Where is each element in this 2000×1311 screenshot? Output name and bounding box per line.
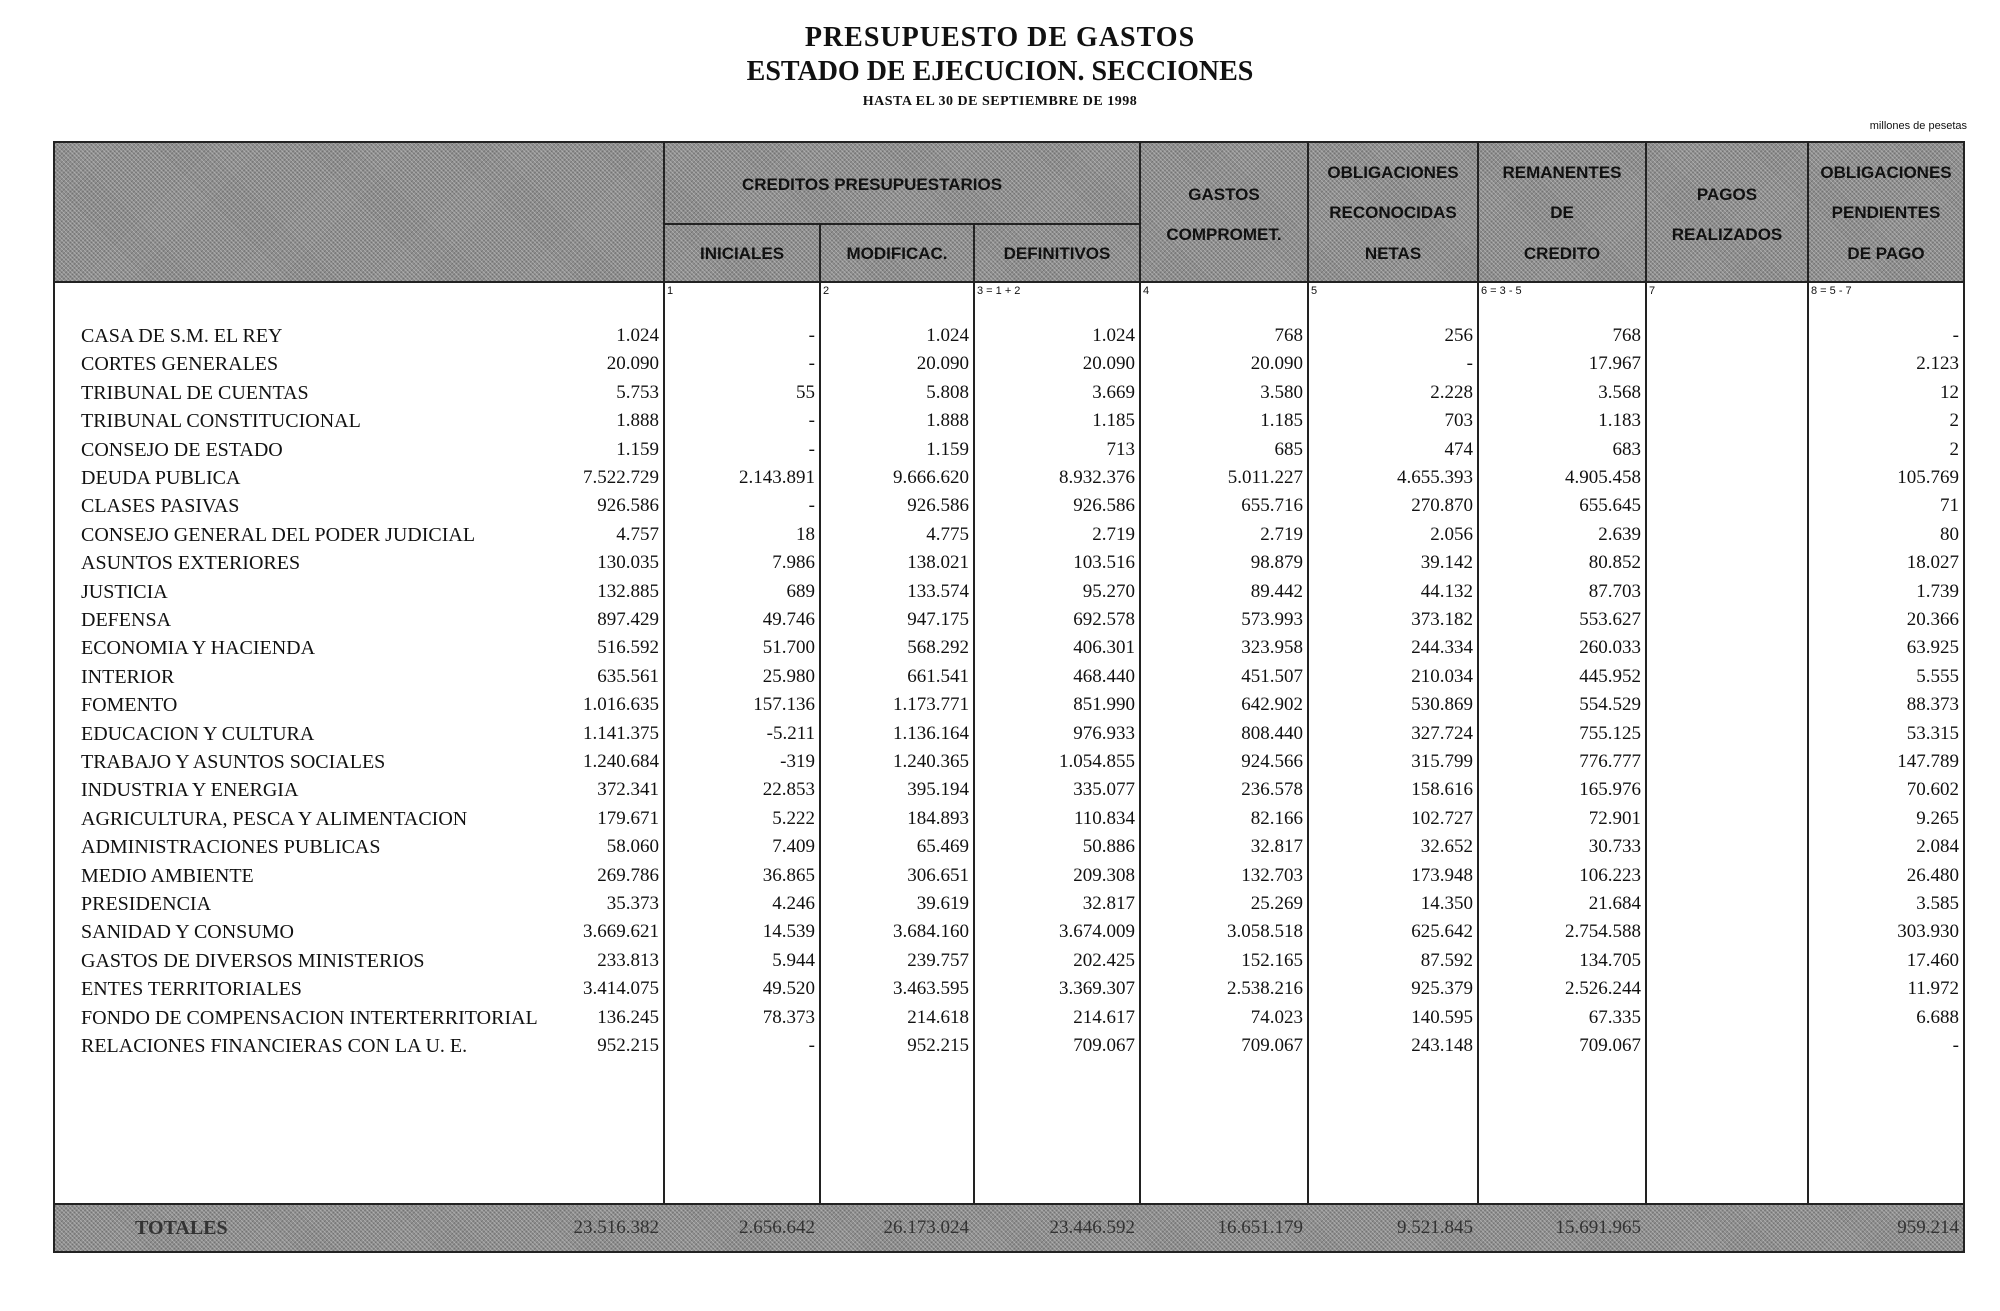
total-cell: 23.516.382 [573,1217,659,1238]
table-cell: 451.507 [1241,665,1303,687]
table-cell: 3.369.307 [1059,978,1135,1000]
header-oblig-3: NETAS [1364,244,1422,263]
table-cell: 63.925 [1906,637,1959,659]
col-number: 8 = 5 - 7 [1811,285,1852,297]
table-cell: 210.034 [1411,665,1473,687]
table-cell: 80.852 [1588,552,1641,574]
table-cell: 21.684 [1588,893,1641,914]
table-cell: 44.132 [1420,580,1473,602]
header-iniciales: INICIALES [699,244,785,263]
table-cell: 926.586 [907,495,969,517]
table-cell: 642.902 [1241,694,1303,716]
table-cell: 260.033 [1579,637,1641,659]
table-cell: 1.173.771 [893,694,969,716]
table-cell: 20.090 [916,353,969,375]
table-cell: 9.666.620 [893,467,969,488]
table-cell: 9.265 [1916,807,1959,829]
table-cell: 554.529 [1579,694,1641,716]
table-cell: 924.566 [1241,751,1303,772]
table-cell: 20.366 [1906,609,1959,630]
table-cell: 269.786 [597,864,659,886]
table-row-label: CONSEJO GENERAL DEL PODER JUDICIAL [81,523,476,546]
table-row-label: GASTOS DE DIVERSOS MINISTERIOS [81,949,425,972]
table-cell: 110.834 [1073,807,1135,829]
table-cell: 80 [1940,523,1959,545]
header-pend-3: DE PAGO [1847,244,1925,263]
table-cell: 445.952 [1579,665,1641,687]
units-label: millones de pesetas [1869,120,1967,132]
table-cell: 1.024 [926,325,969,346]
table-cell: 776.777 [1579,751,1641,772]
table-cell: 947.175 [907,609,969,630]
table-row-label: TRIBUNAL DE CUENTAS [81,381,309,404]
table-cell: - [808,438,815,460]
table-cell: 516.592 [597,637,659,659]
table-cell: 926.586 [1073,495,1135,517]
table-row-label: EDUCACION Y CULTURA [81,722,315,745]
table-cell: 1.136.164 [893,722,969,744]
table-cell: 926.586 [597,495,659,517]
table-cell: 134.705 [1579,949,1641,971]
table-cell: 689 [786,580,815,602]
table-cell: 709.067 [1579,1035,1641,1056]
table-cell: 3.058.518 [1227,921,1303,943]
total-cell: 15.691.965 [1555,1217,1641,1238]
table-cell: 32.652 [1420,836,1473,858]
table-cell: 768 [1274,325,1303,346]
header-pend-1: OBLIGACIONES [1820,163,1952,182]
table-cell: 18.027 [1906,552,1959,574]
table-cell: 14.539 [762,921,815,943]
table-cell: 17.460 [1906,949,1959,971]
table-cell: 26.480 [1906,864,1959,886]
table-row-label: ECONOMIA Y HACIENDA [81,637,316,660]
total-cell: 26.173.024 [883,1217,969,1238]
table-row-label: ASUNTOS EXTERIORES [81,552,301,575]
table-cell: 89.442 [1250,580,1303,602]
table-row-label: FOMENTO [81,694,178,717]
header-oblig-1: OBLIGACIONES [1327,163,1459,182]
table-cell: 661.541 [907,665,969,687]
total-cell: 16.651.179 [1217,1217,1303,1238]
budget-table [53,141,1965,1253]
table-cell: 553.627 [1579,609,1641,630]
table-cell: 1.240.365 [893,751,969,772]
table-cell: 132.703 [1241,864,1303,886]
table-row-label: PRESIDENCIA [81,893,212,915]
table-cell: 256 [1444,325,1473,346]
table-cell: 65.469 [916,836,969,858]
table-cell: 2 [1949,438,1959,460]
header-definitivos: DEFINITIVOS [1003,244,1111,263]
table-cell: 39.619 [916,893,969,914]
table-cell: 2.754.588 [1565,921,1641,943]
header-reman-2: DE [1550,203,1574,222]
table-cell: 8.932.376 [1059,467,1135,488]
table-row-label: MEDIO AMBIENTE [81,864,254,887]
table-cell: 5.222 [772,807,815,829]
table-cell: 78.373 [762,1006,815,1028]
table-cell: 976.933 [1073,722,1135,744]
table-row-label: INTERIOR [81,665,175,688]
table-cell: 1.185 [1092,410,1135,432]
table-cell: 1.888 [926,410,969,432]
table-cell: 18 [796,523,815,545]
table-row-label: AGRICULTURA, PESCA Y ALIMENTACION [81,807,468,830]
table-cell: 95.270 [1082,580,1135,602]
table-cell: - [808,1035,815,1056]
table-cell: 683 [1612,438,1641,460]
table-cell: 2.084 [1916,836,1959,858]
table-cell: 3.568 [1598,381,1641,403]
col-number: 4 [1143,285,1150,297]
table-cell: 474 [1444,438,1473,460]
table-cell: 1.888 [616,410,659,432]
table-cell: 32.817 [1082,893,1135,914]
table-cell: 897.429 [597,609,659,630]
header-pend-2: PENDIENTES [1831,203,1941,222]
table-cell: 1.159 [926,438,969,460]
table-cell: 2.228 [1430,381,1473,403]
header-oblig-2: RECONOCIDAS [1329,203,1457,222]
table-cell: 692.578 [1073,609,1135,630]
table-cell: 14.350 [1420,893,1473,914]
table-row-label: CASA DE S.M. EL REY [81,325,283,347]
table-cell: - [1952,1035,1959,1056]
table-cell: 3.414.075 [583,978,659,1000]
col-number: 6 = 3 - 5 [1481,285,1522,297]
table-cell: 157.136 [753,694,815,716]
table-cell: 72.901 [1588,807,1641,829]
table-cell: 952.215 [907,1035,969,1056]
table-cell: 2.538.216 [1227,978,1303,1000]
table-cell: 5.753 [616,381,659,403]
table-cell: 2.719 [1260,523,1303,545]
table-cell: 82.166 [1250,807,1303,829]
table-cell: 22.853 [762,779,815,801]
table-cell: 49.520 [762,978,815,1000]
col-number: 5 [1311,285,1318,297]
table-cell: 1.016.635 [583,694,659,716]
table-row-label: RELACIONES FINANCIERAS CON LA U. E. [81,1035,468,1057]
table-row-label: SANIDAD Y CONSUMO [81,921,294,944]
table-cell: 30.733 [1588,836,1641,858]
header-reman-1: REMANENTES [1502,163,1622,182]
table-cell: 2 [1949,410,1959,432]
table-cell: 5.555 [1916,665,1959,687]
table-cell: 3.585 [1916,893,1959,914]
header-pagos-2: REALIZADOS [1671,225,1783,244]
table-cell: 209.308 [1073,864,1135,886]
table-cell: 214.618 [907,1006,969,1028]
table-cell: 25.980 [762,665,815,687]
table-cell: 851.990 [1073,694,1135,716]
table-cell: - [808,325,815,346]
table-cell: 3.463.595 [893,978,969,1000]
table-cell: 327.724 [1411,722,1473,744]
table-cell: 1.183 [1598,410,1641,432]
header-reman-3: CREDITO [1523,244,1601,263]
table-cell: 1.185 [1260,410,1303,432]
table-cell: 4.655.393 [1397,467,1473,488]
table-cell: 5.808 [926,381,969,403]
totals-label: TOTALES [135,1217,228,1239]
table-cell: 755.125 [1579,722,1641,744]
table-cell: 315.799 [1411,751,1473,772]
table-cell: 1.141.375 [583,722,659,744]
header-modificac: MODIFICAC. [846,244,948,263]
table-cell: 4.757 [616,523,659,545]
table-cell: 20.090 [606,353,659,375]
table-cell: 952.215 [597,1035,659,1056]
table-cell: 2.143.891 [739,467,815,488]
table-cell: 17.967 [1588,353,1641,375]
table-row-label: CORTES GENERALES [81,353,279,376]
total-cell: 9.521.845 [1397,1217,1473,1238]
table-cell: 236.578 [1241,779,1303,801]
table-row-label: ADMINISTRACIONES PUBLICAS [81,836,381,859]
table-cell: 5.011.227 [1227,467,1303,488]
table-cell: 179.671 [597,807,659,829]
col-number: 7 [1649,285,1656,297]
table-cell: 98.879 [1250,552,1303,574]
table-cell: 406.301 [1073,637,1135,659]
table-cell: 105.769 [1897,467,1959,488]
report-subtitle: ESTADO DE EJECUCION. SECCIONES [746,56,1254,87]
table-cell: -5.211 [766,722,815,744]
table-cell: 51.700 [762,637,815,659]
table-cell: 130.035 [597,552,659,574]
table-cell: 74.023 [1250,1006,1303,1028]
table-cell: 133.574 [907,580,969,602]
table-cell: 2.526.244 [1565,978,1641,1000]
header-gastos-2: COMPROMET. [1166,225,1282,244]
table-cell: 1.054.855 [1059,751,1135,772]
table-cell: 703 [1444,410,1473,432]
table-cell: 568.292 [907,637,969,659]
table-cell: 530.869 [1411,694,1473,716]
table-row-label: DEUDA PUBLICA [81,467,241,489]
table-cell: 102.727 [1411,807,1473,829]
table-cell: 270.870 [1411,495,1473,517]
table-row-label: CLASES PASIVAS [81,495,240,518]
table-row-label: JUSTICIA [81,580,168,603]
total-cell: 959.214 [1897,1217,1959,1238]
table-cell: 214.617 [1073,1006,1135,1028]
table-cell: 2.719 [1092,523,1135,545]
table-cell: 4.246 [772,893,815,914]
table-cell: - [1952,325,1959,346]
table-cell: 103.516 [1073,552,1135,574]
table-cell: 1.240.684 [583,751,659,772]
header-pagos-1: PAGOS [1696,185,1758,204]
table-cell: 372.341 [597,779,659,801]
table-cell: 573.993 [1241,609,1303,630]
table-cell: 39.142 [1420,552,1473,574]
table-cell: 20.090 [1250,353,1303,375]
table-cell: 468.440 [1073,665,1135,687]
table-cell: 132.885 [597,580,659,602]
header-creditos: CREDITOS PRESUPUESTARIOS [741,175,1003,194]
table-cell: 635.561 [597,665,659,687]
table-cell: 3.684.160 [893,921,969,943]
table-cell: 1.159 [616,438,659,460]
table-cell: 20.090 [1082,353,1135,375]
table-cell: 233.813 [597,949,659,971]
table-cell: 373.182 [1411,609,1473,630]
table-cell: 1.024 [616,325,659,346]
table-cell: 808.440 [1241,722,1303,744]
table-cell: 67.335 [1588,1006,1641,1028]
table-cell: 323.958 [1241,637,1303,659]
table-cell: 306.651 [907,864,969,886]
table-cell: 35.373 [606,893,659,914]
table-cell: 335.077 [1073,779,1135,801]
table-cell: 243.148 [1411,1035,1473,1056]
table-cell: - [808,410,815,432]
table-cell: 925.379 [1411,978,1473,1000]
total-cell: 2.656.642 [739,1217,815,1238]
report-title: PRESUPUESTO DE GASTOS [804,22,1196,53]
table-cell: -319 [780,751,815,772]
table-cell: 655.645 [1579,495,1641,517]
table-cell: 685 [1274,438,1303,460]
table-cell: 173.948 [1411,864,1473,886]
table-row-label: TRABAJO Y ASUNTOS SOCIALES [81,751,386,773]
table-cell: 2.123 [1916,353,1959,375]
table-cell: 184.893 [907,807,969,829]
table-cell: 709.067 [1241,1035,1303,1056]
table-cell: 12 [1940,381,1959,403]
table-cell: 3.674.009 [1059,921,1135,943]
table-cell: 136.245 [597,1006,659,1028]
table-cell: 2.639 [1598,523,1641,545]
table-cell: 5.944 [772,949,815,971]
table-cell: 140.595 [1411,1006,1473,1028]
col-number: 1 [667,285,674,297]
header-gastos-1: GASTOS [1188,185,1260,204]
table-cell: 88.373 [1906,694,1959,716]
table-cell: 50.886 [1082,836,1135,858]
table-cell: 202.425 [1073,949,1135,971]
table-cell: 138.021 [907,552,969,574]
table-cell: 4.775 [926,523,969,545]
table-cell: 87.703 [1588,580,1641,602]
table-cell: 4.905.458 [1565,467,1641,488]
table-cell: 3.669 [1092,381,1135,403]
table-cell: 3.580 [1260,381,1303,403]
table-cell: - [808,495,815,517]
table-cell: 713 [1106,438,1135,460]
table-cell: 152.165 [1241,949,1303,971]
table-cell: 165.976 [1579,779,1641,801]
table-cell: 32.817 [1250,836,1303,858]
table-cell: 239.757 [907,949,969,971]
table-cell: 303.930 [1897,921,1959,943]
table-row-label: TRIBUNAL CONSTITUCIONAL [81,410,361,433]
report-date: HASTA EL 30 DE SEPTIEMBRE DE 1998 [862,94,1138,109]
table-cell: 709.067 [1073,1035,1135,1056]
table-cell: 1.739 [1916,580,1959,602]
table-cell: 70.602 [1906,779,1959,801]
table-cell: 244.334 [1411,637,1473,659]
table-cell: 53.315 [1906,722,1959,744]
table-cell: 2.056 [1430,523,1473,545]
table-cell: 7.986 [772,552,815,574]
table-cell: 49.746 [762,609,815,630]
table-cell: - [808,353,815,375]
table-cell: 25.269 [1250,893,1303,914]
table-cell: 147.789 [1897,751,1959,772]
table-cell: 395.194 [907,779,969,801]
table-cell: 7.522.729 [583,467,659,488]
table-row-label: ENTES TERRITORIALES [81,978,302,1001]
table-cell: - [1466,353,1473,375]
table-row-label: INDUSTRIA Y ENERGIA [81,779,299,802]
table-cell: 87.592 [1420,949,1473,971]
col-number: 2 [823,285,830,297]
table-cell: 71 [1940,495,1959,517]
total-cell: 23.446.592 [1049,1217,1135,1238]
table-cell: 655.716 [1241,495,1303,517]
table-cell: 11.972 [1907,978,1959,1000]
table-row-label: DEFENSA [81,609,172,631]
table-cell: 7.409 [772,836,815,858]
table-row-label: FONDO DE COMPENSACION INTERTERRITORIAL [81,1006,538,1029]
table-cell: 3.669.621 [583,921,659,943]
table-cell: 158.616 [1411,779,1473,801]
table-row-label: CONSEJO DE ESTADO [81,438,283,461]
table-cell: 6.688 [1916,1006,1959,1028]
table-cell: 768 [1612,325,1641,346]
table-cell: 106.223 [1579,864,1641,886]
table-cell: 58.060 [606,836,659,858]
col-number: 3 = 1 + 2 [977,285,1021,297]
table-cell: 1.024 [1092,325,1135,346]
table-cell: 36.865 [762,864,815,886]
table-cell: 625.642 [1411,921,1473,943]
table-cell: 55 [796,381,815,403]
